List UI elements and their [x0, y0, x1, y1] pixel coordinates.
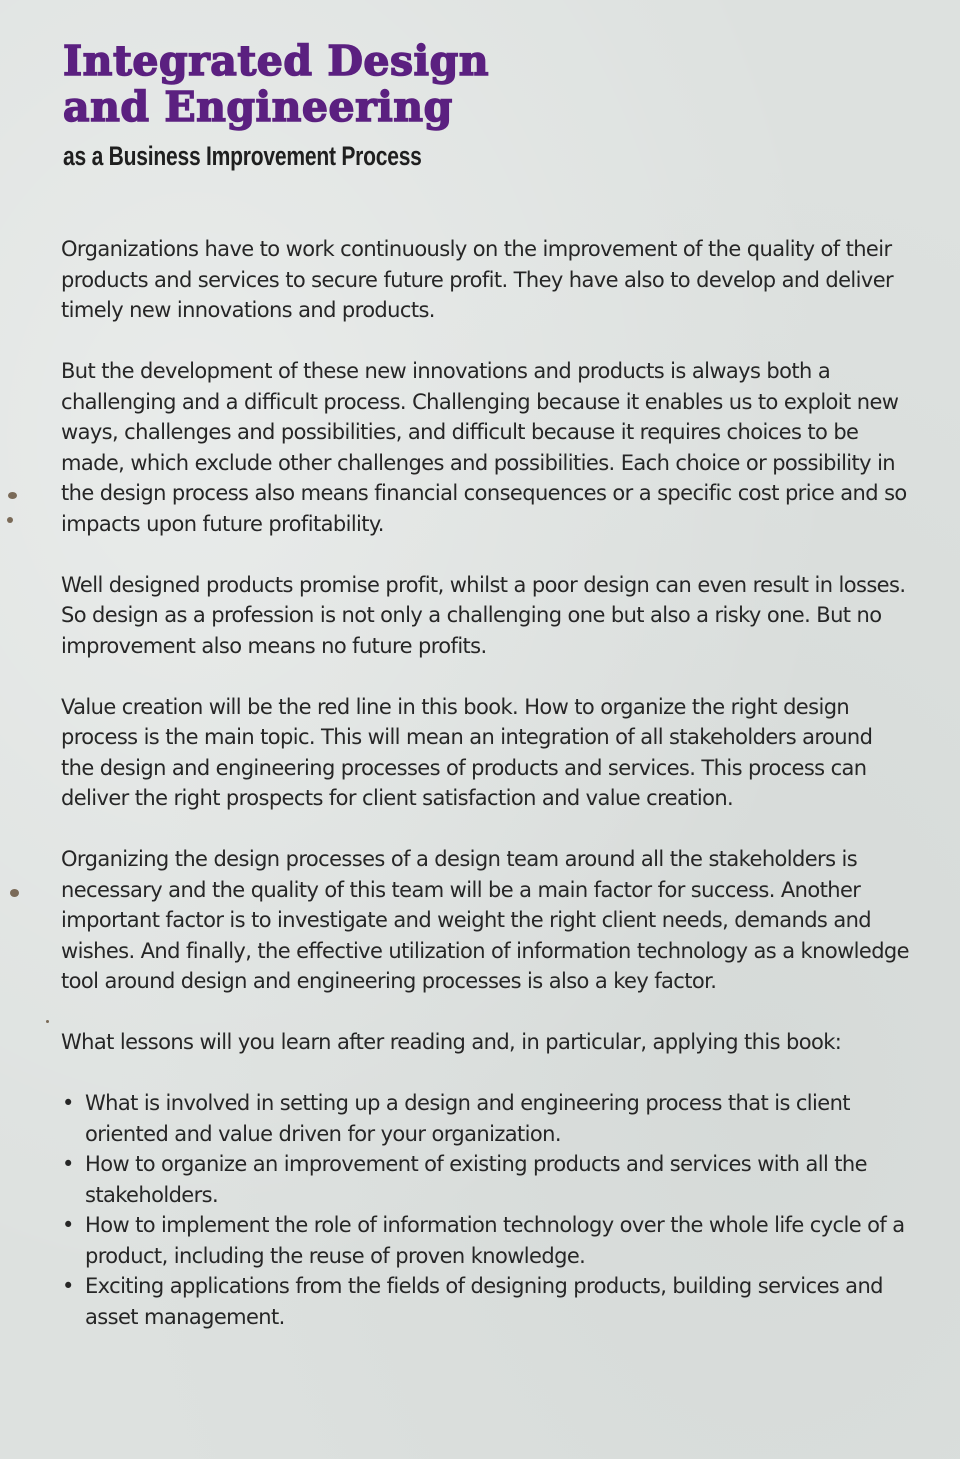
- blurb-text: [61, 234, 911, 1332]
- bullet-icon: •: [62, 1091, 74, 1115]
- paper-speck: [10, 889, 19, 897]
- bullet-icon: •: [62, 1213, 74, 1237]
- bullet-icon: •: [62, 1152, 74, 1176]
- list-item: [62, 1149, 911, 1210]
- paragraph-value-creation: Value creation will be the red line in this book. How to organize the right design process is the main topic. This will mean an integration of all stakeholders around the design and engineering processes of products and services. This process can deliver the right prospects for client satisfaction and value creation.: [61, 694, 873, 810]
- lessons-list: [61, 1088, 911, 1332]
- bullet-icon: •: [62, 1274, 74, 1298]
- paper-speck: [8, 492, 17, 499]
- list-item-text: How to organize an improvement of existing products and services with all the stakeholders.: [85, 1152, 867, 1207]
- paper-speck: [7, 517, 13, 523]
- title-line-1: Integrated Design: [63, 37, 490, 85]
- book-title: [63, 38, 489, 130]
- paragraph-profit: Well designed products promise profit, whilst a poor design can even result in losses. So design as a profession is not only a challenging one but also a risky one. But no improvement also means no future profits.: [61, 572, 906, 658]
- paragraph-lessons-intro: What lessons will you learn after reading and, in particular, applying this book:: [61, 1030, 842, 1054]
- paper-speck: [46, 1020, 49, 1023]
- paragraph-design-team: Organizing the design processes of a design team around all the stakeholders is necessary and the quality of this team will be a main factor for success. Another important factor is to investigate and weight the right client needs, demands and wishes. And finally, the effective utilization of information technology as a knowledge tool around design and engineering processes is also a key factor.: [61, 847, 909, 993]
- paragraph-intro: Organizations have to work continuously on the improvement of the quality of their products and services to secure future profit. They have also to develop and deliver timely new innovations and products.: [61, 237, 894, 322]
- list-item: [62, 1088, 911, 1149]
- book-subtitle: as a Business Improvement Process: [63, 141, 422, 171]
- paragraph-development: But the development of these new innovations and products is always both a challenging and a difficult process. Challenging because it enables us to exploit new ways, challenges and possibilities, and difficult because it requires choices to be made, which exclude other challenges and possibilities. Each choice or possibility in the design process also means financial consequences or a specific cost price and so impacts upon future profitability.: [61, 359, 907, 536]
- list-item: [62, 1271, 911, 1332]
- list-item: [62, 1210, 911, 1271]
- title-line-2: and Engineering: [63, 83, 453, 131]
- list-item-text: How to implement the role of information technology over the whole life cycle of a product, including the reuse of proven knowledge.: [85, 1213, 905, 1268]
- list-item-text: What is involved in setting up a design and engineering process that is client oriented and value driven for your organization.: [85, 1091, 850, 1146]
- list-item-text: Exciting applications from the fields of designing products, building services and asset management.: [85, 1274, 883, 1329]
